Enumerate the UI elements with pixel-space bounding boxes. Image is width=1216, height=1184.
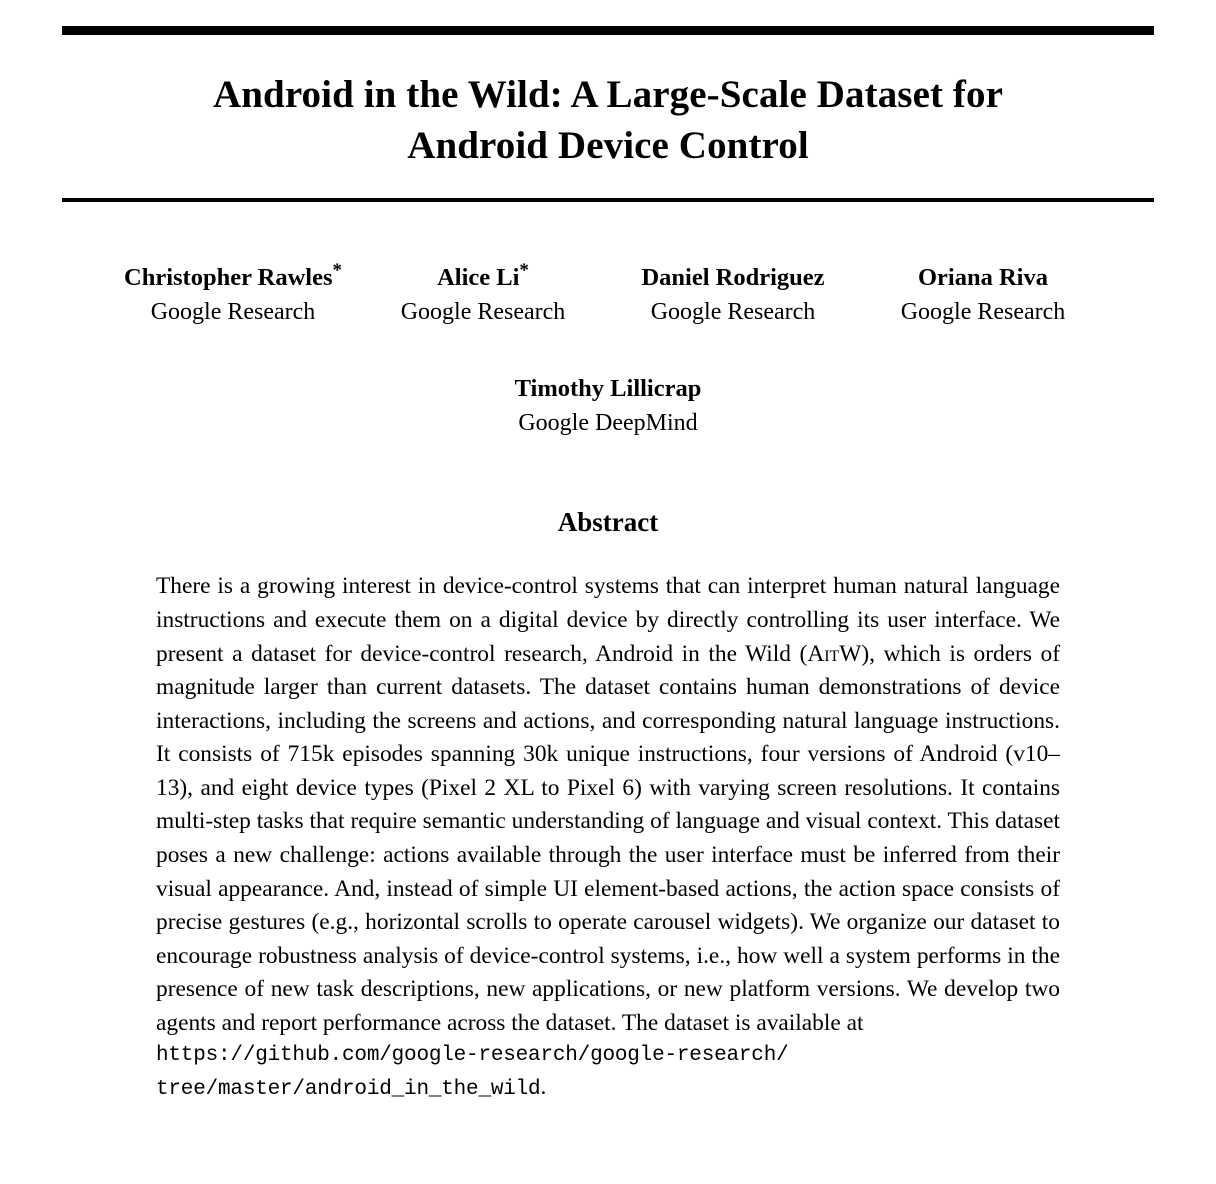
author-name-text: Oriana Riva xyxy=(918,263,1048,291)
paper-page xyxy=(0,26,1216,1184)
author-affiliation: Google Research xyxy=(900,298,1066,325)
author-entry xyxy=(108,259,358,328)
author-affiliation: Google Research xyxy=(650,298,816,325)
abstract-text-part-1: There is a growing interest in device-control systems that can interpret human natural language instructions and execute them on a digital device by directly controlling its user interface. We present a dataset for device-control research, Android in the Wild ( xyxy=(156,573,1060,667)
abstract-acronym: AitW xyxy=(807,640,862,667)
abstract-end-punctuation: . xyxy=(540,1073,547,1100)
author-affiliation: Google DeepMind xyxy=(518,410,698,437)
author-entry xyxy=(358,259,608,328)
author-affiliation: Google Research xyxy=(400,298,566,325)
author-name xyxy=(358,259,608,294)
abstract-text-part-2: ), which is orders of magnitude larger than current datasets. The dataset contains human demonstrations of device interactions, including the screens and actions, and corresponding natural language instructions. It consists of 715k episodes spanning 30k unique instructions, four versions of Android (v10–13), and eight device types (Pixel 2 XL to Pixel 6) with varying screen resolutions. It contains multi-step tasks that require semantic understanding of language and visual context. This dataset poses a new challenge: actions available through the user interface must be inferred from their visual appearance. And, instead of simple UI element-based actions, the action space consists of precise gestures (e.g., horizontal scrolls to operate carousel widgets). We organize our dataset to encourage robustness analysis of device-control systems, i.e., how well a system performs in the presence of new task descriptions, new applications, or new platform versions. We develop two agents and report performance across the dataset. The dataset is available at xyxy=(156,640,1061,1036)
author-footnote-marker: * xyxy=(332,259,342,281)
author-affiliation: Google Research xyxy=(150,298,316,325)
abstract-body xyxy=(156,570,1060,1104)
dataset-url-line-2[interactable]: tree/master/android_in_the_wild xyxy=(156,1077,541,1101)
author-entry xyxy=(608,262,858,328)
page-title xyxy=(102,69,1114,172)
abstract-heading: Abstract xyxy=(557,507,659,538)
title-rule xyxy=(62,198,1154,202)
author-footnote-marker: * xyxy=(519,259,529,281)
author-name xyxy=(858,262,1108,294)
author-name xyxy=(608,262,858,294)
title-line-2: Android Device Control xyxy=(407,124,809,168)
author-name-text: Daniel Rodriguez xyxy=(641,263,825,291)
dataset-url-line-1[interactable]: https://github.com/google-research/google-research/ xyxy=(156,1043,789,1067)
author-entry xyxy=(858,262,1108,328)
author-list xyxy=(62,259,1154,328)
author-name-text: Alice Li xyxy=(437,263,520,291)
author-name xyxy=(108,259,358,294)
author-name: Timothy Lillicrap xyxy=(514,375,702,403)
author-name-text: Christopher Rawles xyxy=(124,263,333,291)
title-line-1: Android in the Wild: A Large-Scale Dataset for xyxy=(212,73,1004,116)
author-entry-last xyxy=(62,373,1154,439)
top-rule xyxy=(62,26,1154,35)
